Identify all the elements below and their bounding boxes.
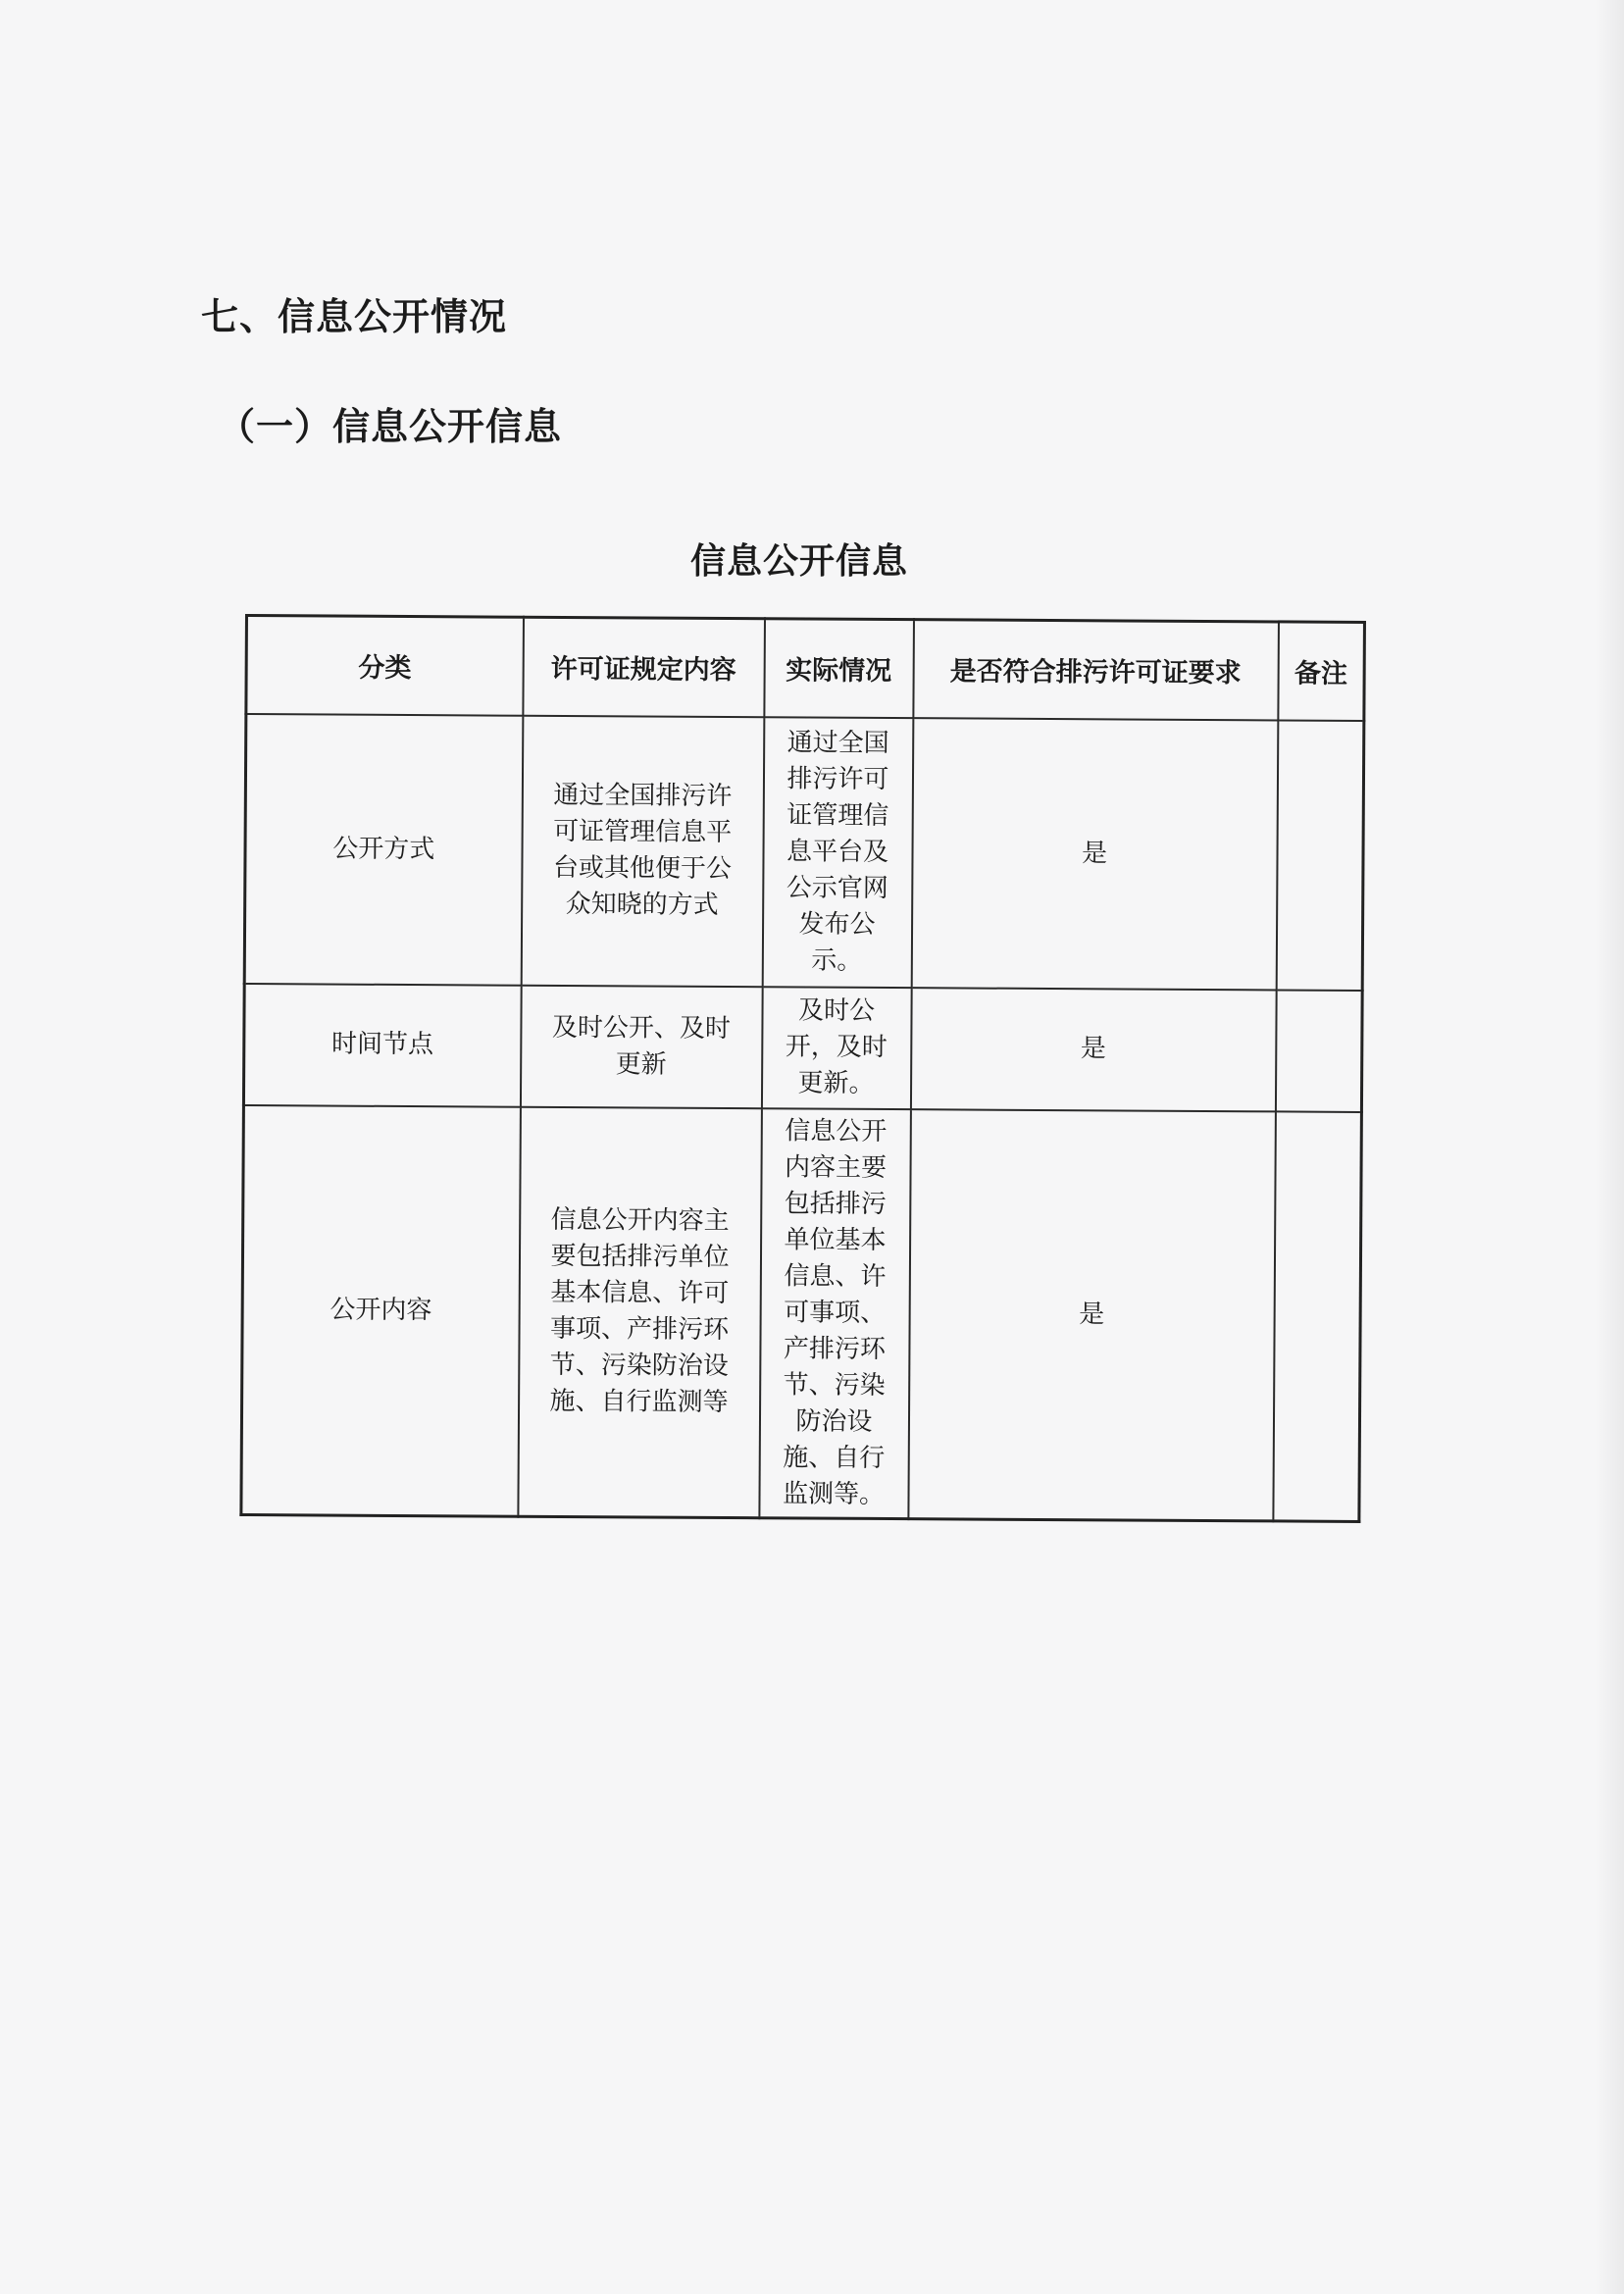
cell-permit-rule-text: 通过全国排污许可证管理信息平台或其他便于公众知晓的方式 [552, 780, 733, 920]
cell-actual-text: 通过全国排污许可证管理信息平台及公示官网发布公示。 [786, 727, 889, 976]
cell-permit-rule [518, 1106, 762, 1517]
info-disclosure-table [239, 614, 1366, 1523]
scan-edge-shadow [1595, 0, 1624, 2294]
cell-actual-text: 信息公开内容主要包括排污单位基本信息、许可事项、产排污环节、污染防治设施、自行监测等。 [782, 1116, 888, 1509]
section-title: 七、信息公开情况 [201, 295, 508, 338]
cell-permit-rule-text: 及时公开、及时更新 [551, 1012, 732, 1080]
header-category: 分类 [246, 616, 524, 716]
cell-permit-rule-text: 信息公开内容主要包括排污单位基本信息、许可事项、产排污环节、污染防治设施、自行监测等 [549, 1205, 730, 1418]
cell-compliance: 是 [911, 718, 1278, 990]
sub-section-title: （一）信息公开信息 [218, 405, 563, 448]
cell-actual [761, 987, 911, 1109]
cell-actual [762, 717, 913, 988]
table-caption: 信息公开信息 [689, 541, 908, 582]
header-remark: 备注 [1278, 622, 1365, 721]
header-actual: 实际情况 [764, 619, 914, 718]
table-row [241, 1104, 1362, 1521]
cell-permit-rule [520, 985, 762, 1108]
table-header-row [246, 616, 1365, 721]
cell-category: 时间节点 [243, 984, 521, 1107]
table-row [244, 714, 1364, 991]
cell-actual-text: 及时公开，及时更新。 [785, 995, 888, 1098]
table-row [243, 984, 1362, 1112]
cell-remark [1273, 1111, 1362, 1522]
cell-category: 公开方式 [244, 714, 523, 986]
cell-permit-rule [521, 715, 764, 986]
cell-remark [1276, 720, 1364, 991]
cell-actual [759, 1108, 911, 1519]
header-permit-rule: 许可证规定内容 [523, 617, 765, 717]
cell-compliance: 是 [908, 1109, 1276, 1521]
cell-compliance: 是 [910, 988, 1276, 1111]
header-compliance: 是否符合排污许可证要求 [913, 620, 1279, 720]
cell-remark [1275, 990, 1362, 1112]
cell-category: 公开内容 [241, 1104, 521, 1516]
